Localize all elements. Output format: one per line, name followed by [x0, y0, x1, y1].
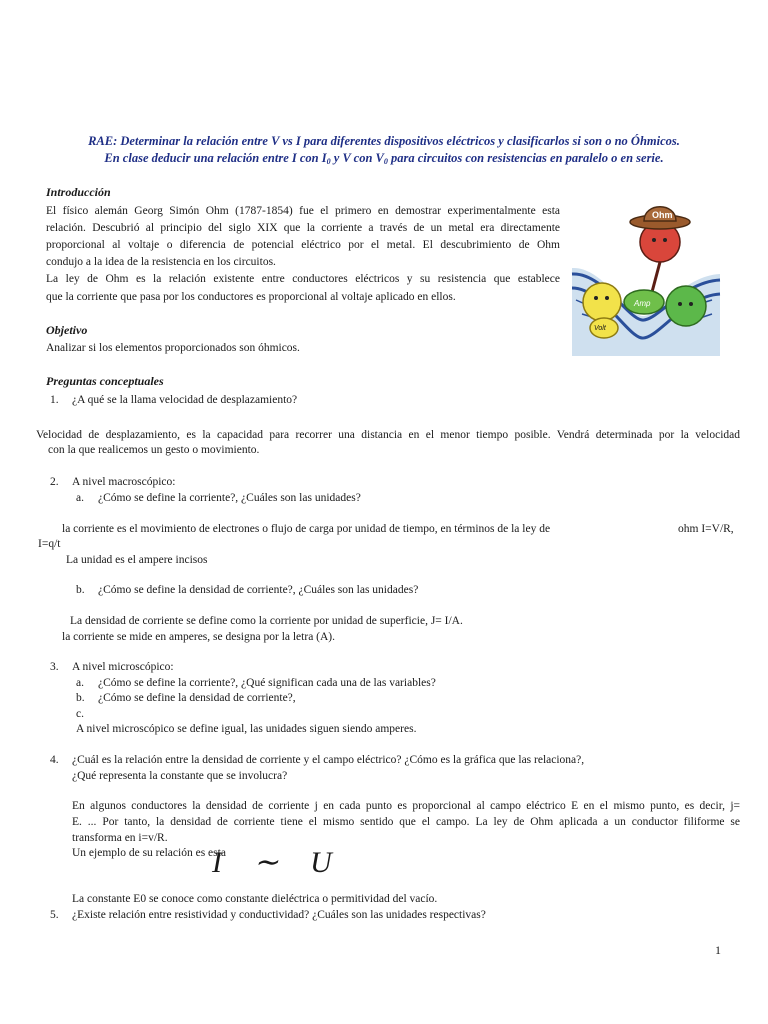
- amp-eye-left: [678, 302, 682, 306]
- rae-title-line1: RAE: Determinar la relación entre V vs I para diferentes dispositivos eléctricos y clasificarlos si son o no Óhmicos.: [88, 134, 680, 148]
- a4-formula: I ∼ U: [212, 846, 344, 879]
- a2a-line-1-right: ohm I=V/R,: [678, 523, 734, 535]
- a2b-line-2: la corriente se mide en amperes, se designa por la letra (A).: [62, 631, 336, 643]
- volt-eye-left: [594, 296, 598, 300]
- intro-line-5: La ley de Ohm es la relación existente entre conductores eléctricos y su resistencia que establece: [46, 273, 560, 285]
- preguntas-heading: Preguntas conceptuales: [46, 374, 164, 388]
- volt-head: [583, 283, 621, 321]
- ohm-hat-label: Ohm: [652, 210, 673, 220]
- q3a-letter: a.: [76, 677, 84, 689]
- a4-line-4: Un ejemplo de su relación es esta: [72, 847, 226, 859]
- ohm-eye-right: [663, 238, 667, 242]
- q3-number: 3.: [50, 661, 59, 673]
- q3c-letter: c.: [76, 708, 84, 720]
- objetivo-heading: Objetivo: [46, 323, 88, 337]
- q3-text: A nivel microscópico:: [72, 661, 174, 673]
- q5-number: 5.: [50, 909, 59, 921]
- q2a-text: ¿Cómo se define la corriente?, ¿Cuáles son las unidades?: [98, 492, 361, 504]
- q2a-letter: a.: [76, 492, 84, 504]
- q3a-text: ¿Cómo se define la corriente?, ¿Qué significan cada una de las variables?: [98, 677, 436, 689]
- q4-line-2: ¿Qué representa la constante que se involucra?: [72, 770, 288, 782]
- q2b-text: ¿Cómo se define la densidad de corriente?, ¿Cuáles son las unidades?: [98, 584, 419, 596]
- intro-line-3: proporcional al voltaje o diferencia de potencial eléctrico por el metal. El descubrimiento de Ohm: [46, 239, 560, 251]
- objetivo-text: Analizar si los elementos proporcionados son óhmicos.: [46, 342, 300, 354]
- q2-number: 2.: [50, 476, 59, 488]
- a4-formula-clip: [212, 846, 344, 879]
- a2b-line-1: La densidad de corriente se define como la corriente por unidad de superficie, J= I/A.: [70, 615, 463, 627]
- a2a-line-2: I=q/t: [38, 538, 61, 550]
- q2-text: A nivel macroscópico:: [72, 476, 176, 488]
- volt-label: Volt: [594, 325, 606, 332]
- q4-line-1: ¿Cuál es la relación entre la densidad de corriente y el campo eléctrico? ¿Cómo es la gráfica que las relaciona?,: [72, 754, 585, 766]
- rae-title-line2: En clase deducir una relación entre I con I0 y V con V0 para circuitos con resistencias en paralelo o en serie.: [104, 151, 664, 166]
- q3b-text: ¿Cómo se define la densidad de corriente?,: [98, 692, 296, 704]
- a4-line-1: En algunos conductores la densidad de corriente j en cada punto es proporcional al campo eléctrico E en el mismo punto, es decir, j=: [72, 800, 740, 812]
- intro-line-6: que la corriente que pasa por los conductores es proporcional al voltaje aplicado en ellos.: [46, 291, 456, 303]
- ohm-eye-left: [652, 238, 656, 242]
- intro-line-1: El físico alemán Georg Simón Ohm (1787-1854) fue el primero en demostrar experimentalmente esta: [46, 205, 560, 217]
- a3-text: A nivel microscópico se define igual, las unidades siguen siendo amperes.: [76, 723, 417, 735]
- q2b-letter: b.: [76, 584, 85, 596]
- a1-line-1: Velocidad de desplazamiento, es la capacidad para recorrer una distancia en el menor tiempo posible. Vendrá determinada por la velocidad: [36, 429, 740, 441]
- a2a-line-1-left: la corriente es el movimiento de electrones o flujo de carga por unidad de tiempo, en términos de la ley de: [62, 523, 551, 535]
- intro-line-2: relación. Descubrió al principio del siglo XIX que la corriente a través de un metal era directamente: [46, 222, 560, 234]
- a1-line-2: con la que realicemos un gesto o movimiento.: [48, 444, 260, 456]
- a4-line-5: La constante E0 se conoce como constante dieléctrica o permitividad del vacío.: [72, 893, 438, 905]
- intro-line-4: condujo a la idea de la resistencia en los circuitos.: [46, 256, 276, 268]
- ohm-body: [652, 262, 660, 292]
- a2a-line-3: La unidad es el ampere incisos: [66, 554, 208, 566]
- intro-heading: Introducción: [46, 185, 111, 199]
- ohm-cartoon-illustration: [572, 196, 720, 356]
- q4-number: 4.: [50, 754, 59, 766]
- amp-label: Amp: [634, 299, 651, 308]
- q5-text: ¿Existe relación entre resistividad y conductividad? ¿Cuáles son las unidades respectivas?: [72, 909, 486, 921]
- volt-eye-right: [605, 296, 609, 300]
- a4-line-2: E. ... Por tanto, la densidad de corriente tiene el mismo sentido que el campo. La ley de Ohm aplicada a un conductor filiforme se: [72, 816, 740, 828]
- amp-head: [666, 286, 706, 326]
- q1-text: ¿A qué se la llama velocidad de desplazamiento?: [72, 394, 298, 406]
- a4-line-3: transforma en i=v/R.: [72, 832, 168, 844]
- q1-number: 1.: [50, 394, 59, 406]
- q3b-letter: b.: [76, 692, 85, 704]
- ohm-cartoon-svg: [572, 196, 720, 356]
- page-number: 1: [715, 943, 721, 957]
- amp-eye-right: [689, 302, 693, 306]
